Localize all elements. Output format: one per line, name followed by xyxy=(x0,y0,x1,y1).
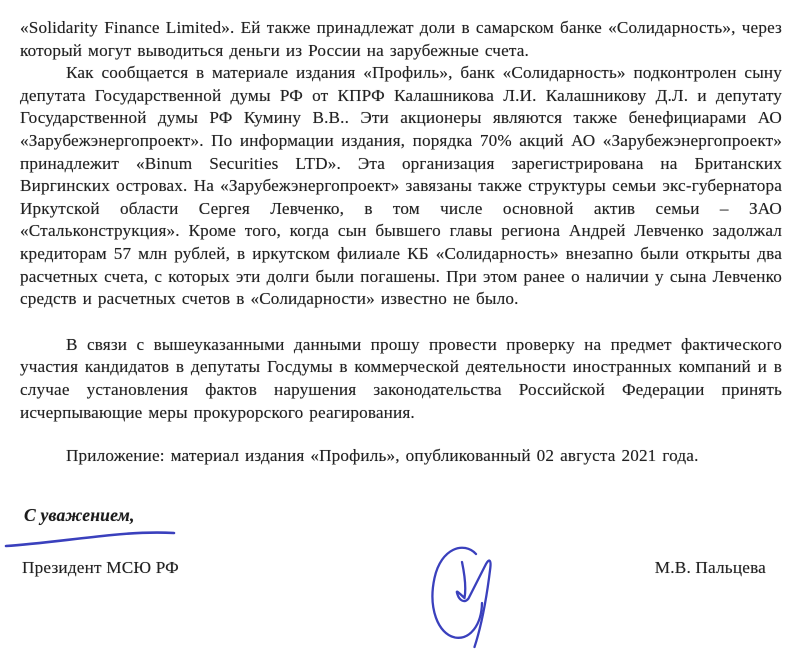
paragraph-continuation: «Solidarity Finance Limited». Ей также принадлежат доли в самарском банке «Солидарность», через который могут выводиться деньги из России на зарубежные счета. xyxy=(20,18,782,60)
paragraph-main-body: Как сообщается в материале издания «Профиль», банк «Солидарность» подконтролен сыну депутата Государственной думы РФ от КПРФ Калашникова Л.И. Калашникову Д.Л. и депутату Государственной думы РФ Кумину В.В.. Эти акционеры являются также бенефициарами АО «Зарубежэнергопроект». По информации издания, порядка 70% акций АО «Зарубежэнергопроект» принадлежит «Binum Securities LTD». Эта организация зарегистрирована на Британских Виргинских островах. На «Зарубежэнергопроект» завязаны также структуры семьи экс-губернатора Иркутской области Сергея Левченко, в том числе основной актив семьи – ЗАО «Стальконструкция». Кроме того, когда сын бывшего главы региона Андрей Левченко задолжал кредиторам 57 млн рублей, в иркутском филиале КБ «Солидарность» внезапно были открыты два расчетных счета, с которых эти долги были погашены. При этом ранее о наличии у сына Левченко средств и расчетных счетов в «Солидарности» известно не было. xyxy=(20,63,782,309)
signature-row xyxy=(22,557,766,579)
signature-scribble xyxy=(424,541,516,653)
closing-salutation: С уважением, xyxy=(24,505,135,525)
letter-body xyxy=(20,17,782,468)
attachment-line: Приложение: материал издания «Профиль», опубликованный 02 августа 2021 года. xyxy=(66,446,699,466)
signer-title: Президент МСЮ РФ xyxy=(22,558,179,577)
pen-underline-stroke xyxy=(2,527,182,551)
paragraph-request: В связи с вышеуказанными данными прошу провести проверку на предмет фактического участия кандидатов в депутаты Госдумы в коммерческой деятельности иностранных компаний и в случае установления фактов нарушения законодательства Российской Федерации принять исчерпывающие меры прокурорского реагирования. xyxy=(20,334,782,422)
signer-name: М.В. Пальцева xyxy=(654,558,766,577)
